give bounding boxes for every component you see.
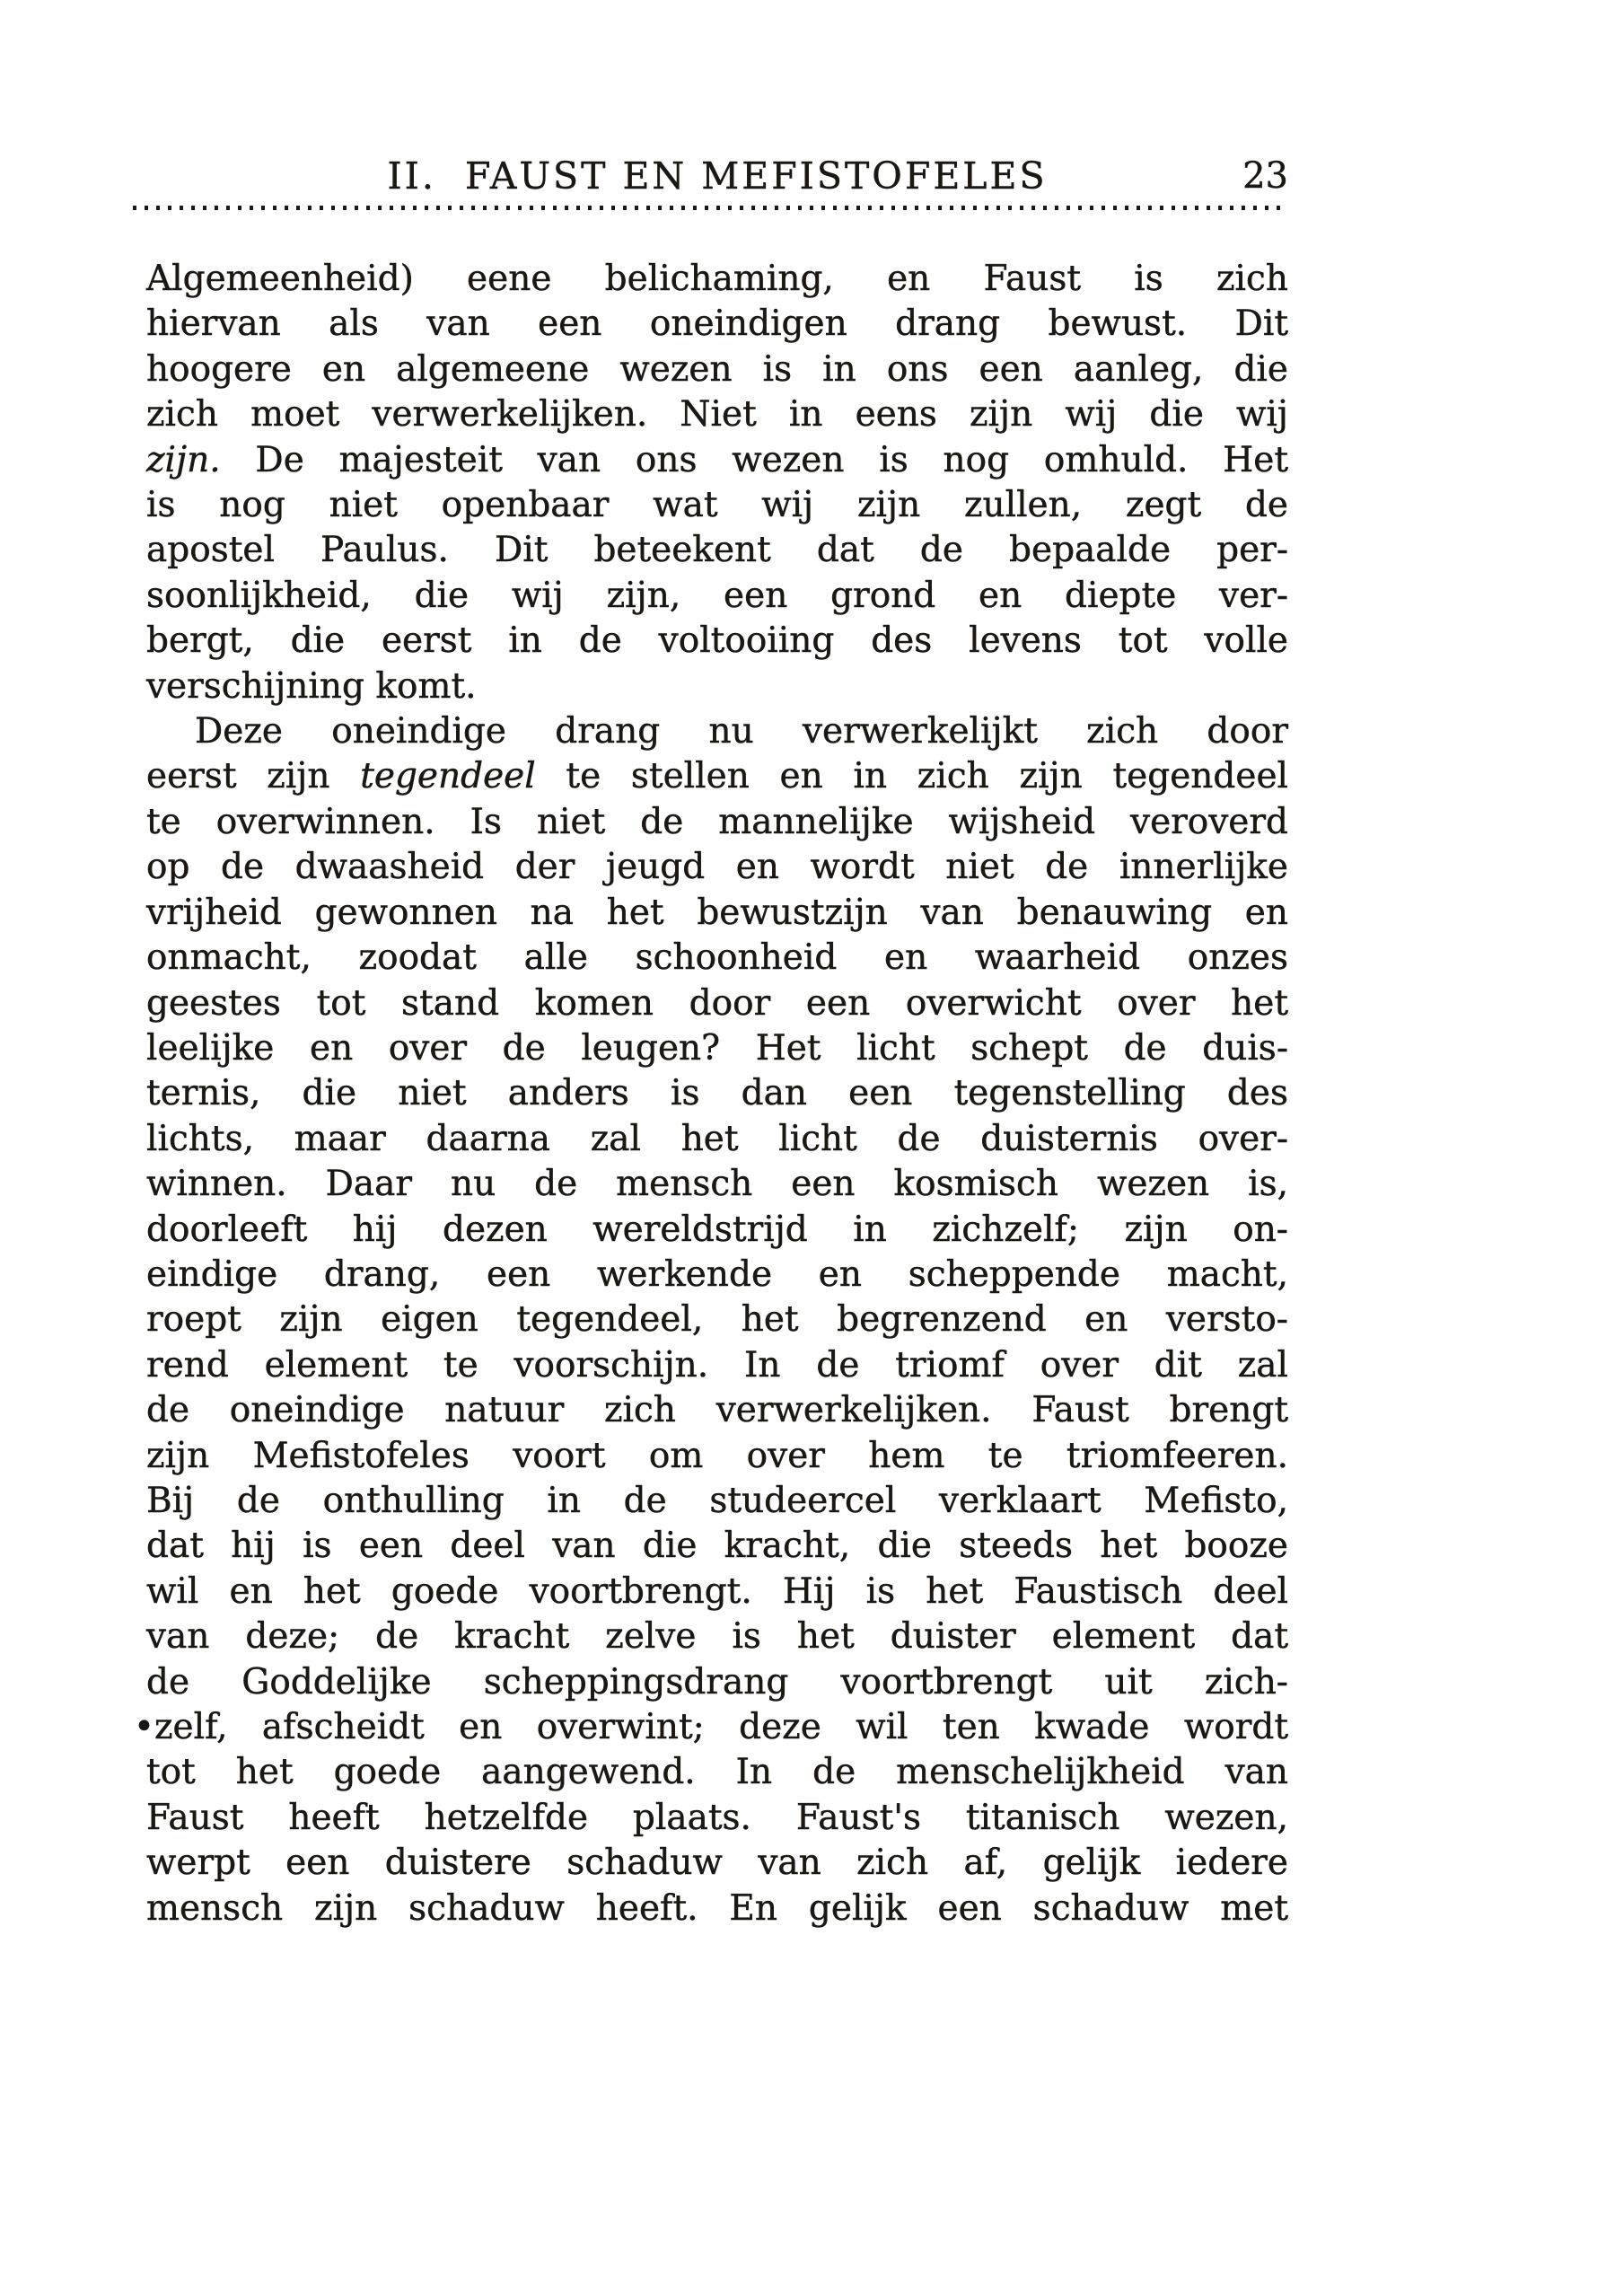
text-segment: leelijke en over de leugen? Het licht schept de duis- — [146, 1027, 1288, 1069]
text-segment: eindige drang, een werkende en scheppende macht, — [146, 1254, 1288, 1295]
text-line — [146, 574, 1288, 619]
text-segment: verschijning komt. — [146, 665, 477, 707]
text-line — [146, 1343, 1288, 1388]
text-segment: geestes tot stand komen door een overwicht over het — [146, 982, 1288, 1024]
text-line — [146, 1434, 1288, 1479]
text-line — [146, 1388, 1288, 1433]
text-segment: onmacht, zoodat alle schoonheid en waarheid onzes — [146, 937, 1288, 979]
text-segment: Bij de onthulling in de studeercel verklaart Mefisto, — [146, 1480, 1288, 1521]
text-segment: zijn Mefistofeles voort om over hem te triomfeeren. — [146, 1435, 1288, 1476]
text-line — [146, 1887, 1288, 1931]
text-line — [146, 1253, 1288, 1298]
text-line — [146, 800, 1288, 845]
body-text — [134, 257, 1288, 1931]
text-segment: zich moet verwerkelijken. Niet in eens zijn wij die wij — [146, 394, 1288, 435]
text-segment: eerst zijn — [146, 756, 361, 797]
text-segment: tot het goede aangewend. In de menschelijkheid van — [146, 1752, 1288, 1793]
text-line — [146, 1026, 1288, 1071]
italic-text: tegendeel — [360, 756, 536, 797]
text-line — [146, 1796, 1288, 1841]
text-segment: te stellen en in zich zijn tegendeel — [535, 756, 1288, 797]
page-header — [146, 154, 1288, 208]
text-segment: Algemeenheid) eene belichaming, en Faust is zich — [146, 259, 1288, 299]
text-segment: mensch zijn schaduw heeft. En gelijk een schaduw met — [146, 1887, 1288, 1929]
text-line — [146, 1117, 1288, 1162]
text-segment: hoogere en algemeene wezen is in ons een aanleg, die — [146, 348, 1288, 390]
text-line — [146, 1524, 1288, 1569]
text-segment: ternis, die niet anders is dan een tegenstelling des — [146, 1073, 1288, 1114]
text-line — [146, 1614, 1288, 1659]
page-number: 23 — [1242, 155, 1288, 197]
text-line — [134, 1705, 1288, 1750]
text-line — [146, 936, 1288, 981]
text-line — [146, 1162, 1288, 1207]
text-segment: Faust heeft hetzelfde plaats. Faust's titanisch wezen, — [146, 1797, 1288, 1838]
text-segment: de Goddelijke scheppingsdrang voortbrengt uit zich- — [146, 1661, 1288, 1702]
text-line — [146, 1660, 1288, 1705]
text-line — [146, 709, 1288, 754]
text-segment: De majesteit van ons wezen is nog omhuld. Het — [220, 439, 1288, 480]
text-segment: Deze oneindige drang nu verwerkelijkt zich door — [195, 711, 1288, 752]
text-line — [146, 438, 1288, 483]
text-segment: •zelf, afscheidt en overwint; deze wil ten kwade wordt — [134, 1707, 1288, 1747]
text-line — [146, 1298, 1288, 1342]
text-line — [146, 1750, 1288, 1795]
text-line — [146, 981, 1288, 1026]
text-line — [146, 754, 1288, 799]
text-line — [146, 392, 1288, 437]
text-segment: vrijheid gewonnen na het bewustzijn van benauwing en — [146, 892, 1288, 933]
text-line — [146, 1570, 1288, 1614]
text-line — [146, 483, 1288, 528]
text-segment: is nog niet openbaar wat wij zijn zullen, zegt de — [146, 485, 1288, 526]
text-segment: doorleeft hij dezen wereldstrijd in zichzelf; zijn on- — [146, 1209, 1288, 1250]
text-segment: werpt een duistere schaduw van zich af, gelijk iedere — [146, 1843, 1288, 1884]
text-line — [146, 845, 1288, 890]
text-segment: lichts, maar daarna zal het licht de duisternis over- — [146, 1118, 1288, 1159]
text-line — [146, 302, 1288, 347]
text-segment: bergt, die eerst in de voltooiing des levens tot volle — [146, 620, 1288, 662]
text-line — [146, 1479, 1288, 1524]
text-line — [146, 619, 1288, 664]
text-line — [146, 891, 1288, 936]
text-line — [146, 257, 1288, 302]
dotted-rule — [133, 206, 1286, 210]
text-line — [146, 347, 1288, 392]
italic-text: zijn. — [146, 439, 221, 480]
text-line — [146, 664, 1288, 709]
text-segment: de oneindige natuur zich verwerkelijken. Faust brengt — [146, 1390, 1288, 1431]
text-line — [146, 1841, 1288, 1886]
text-segment: van deze; de kracht zelve is het duister element dat — [146, 1616, 1288, 1658]
text-segment: hiervan als van een oneindigen drang bewust. Dit — [146, 303, 1288, 345]
text-segment: wil en het goede voortbrengt. Hij is het Faustisch deel — [146, 1570, 1288, 1612]
text-segment: roept zijn eigen tegendeel, het begrenzend en versto- — [146, 1299, 1288, 1341]
text-line — [146, 1208, 1288, 1253]
text-segment: soonlijkheid, die wij zijn, een grond en diepte ver- — [146, 575, 1288, 616]
text-segment: winnen. Daar nu de mensch een kosmisch wezen is, — [146, 1164, 1288, 1205]
text-segment: op de dwaasheid der jeugd en wordt niet de innerlijke — [146, 847, 1288, 888]
text-segment: te overwinnen. Is niet de mannelijke wijsheid veroverd — [146, 801, 1288, 842]
text-segment: rend element te voorschijn. In de triomf over dit zal — [146, 1344, 1288, 1386]
text-segment: apostel Paulus. Dit beteekent dat de bepaalde per- — [146, 530, 1288, 571]
text-line — [146, 528, 1288, 573]
chapter-title: II. FAUST EN MEFISTOFELES — [387, 154, 1048, 198]
text-segment: dat hij is een deel van die kracht, die steeds het booze — [146, 1526, 1288, 1567]
text-line — [146, 1071, 1288, 1116]
